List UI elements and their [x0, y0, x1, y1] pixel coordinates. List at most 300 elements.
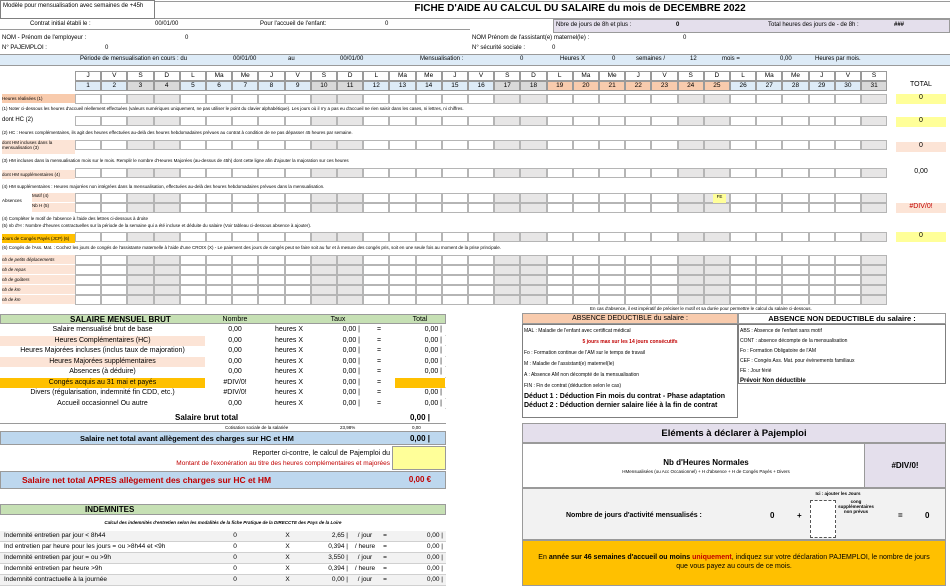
day-cell[interactable]: [730, 203, 756, 213]
day-cell[interactable]: [678, 193, 704, 203]
day-cell[interactable]: [573, 193, 599, 203]
day-cell[interactable]: [468, 255, 494, 265]
day-cell[interactable]: [625, 232, 651, 242]
day-cell[interactable]: [861, 255, 887, 265]
day-cell[interactable]: [704, 275, 730, 285]
day-cell[interactable]: [285, 203, 311, 213]
day-cell[interactable]: [756, 295, 782, 305]
day-cell[interactable]: [101, 295, 127, 305]
day-cell[interactable]: [154, 193, 180, 203]
day-cell[interactable]: [285, 232, 311, 242]
day-cell[interactable]: [835, 265, 861, 275]
day-cell[interactable]: [573, 295, 599, 305]
day-cell[interactable]: [494, 255, 520, 265]
day-cell[interactable]: [547, 275, 573, 285]
day-cell[interactable]: [573, 275, 599, 285]
day-cell[interactable]: [442, 232, 468, 242]
day-cell[interactable]: [363, 295, 389, 305]
day-cell[interactable]: [494, 168, 520, 178]
day-cell[interactable]: [809, 94, 835, 104]
day-cell[interactable]: [442, 285, 468, 295]
day-cell[interactable]: [337, 168, 363, 178]
day-cell[interactable]: [730, 275, 756, 285]
day-cell[interactable]: [599, 232, 625, 242]
day-cell[interactable]: [599, 255, 625, 265]
day-cell[interactable]: [730, 168, 756, 178]
day-cell[interactable]: [494, 203, 520, 213]
day-cell[interactable]: [311, 232, 337, 242]
day-cell[interactable]: [520, 285, 546, 295]
day-cell[interactable]: [704, 295, 730, 305]
day-cell[interactable]: [835, 285, 861, 295]
day-cell[interactable]: [154, 140, 180, 150]
semaines-value[interactable]: 12: [690, 56, 697, 62]
day-cell[interactable]: [363, 285, 389, 295]
exoneration-input[interactable]: [392, 446, 446, 470]
day-cell[interactable]: [468, 94, 494, 104]
day-cell[interactable]: [809, 116, 835, 126]
day-cell[interactable]: [75, 116, 101, 126]
day-cell[interactable]: [678, 116, 704, 126]
day-cell[interactable]: [547, 193, 573, 203]
day-cell[interactable]: [389, 203, 415, 213]
day-cell[interactable]: [75, 255, 101, 265]
day-cell[interactable]: [861, 94, 887, 104]
day-cell[interactable]: [835, 275, 861, 285]
day-cell[interactable]: [206, 275, 232, 285]
day-cell[interactable]: [75, 140, 101, 150]
day-cell[interactable]: [573, 203, 599, 213]
day-cell[interactable]: [389, 295, 415, 305]
day-cell[interactable]: [809, 193, 835, 203]
day-cell[interactable]: [494, 275, 520, 285]
day-cell[interactable]: [337, 232, 363, 242]
day-cell[interactable]: [363, 265, 389, 275]
day-cell[interactable]: [573, 116, 599, 126]
day-cell[interactable]: [206, 255, 232, 265]
day-cell[interactable]: [389, 168, 415, 178]
day-cell[interactable]: [782, 285, 808, 295]
day-cell[interactable]: [547, 203, 573, 213]
day-cell[interactable]: [389, 255, 415, 265]
day-cell[interactable]: [625, 255, 651, 265]
day-cell[interactable]: [75, 295, 101, 305]
day-cell[interactable]: [337, 193, 363, 203]
nom-assistant-value[interactable]: 0: [683, 35, 687, 41]
day-cell[interactable]: [154, 255, 180, 265]
day-cell[interactable]: [101, 193, 127, 203]
day-cell[interactable]: [154, 275, 180, 285]
day-cell[interactable]: [809, 203, 835, 213]
day-cell[interactable]: [101, 168, 127, 178]
day-cell[interactable]: [363, 193, 389, 203]
day-cell[interactable]: [520, 232, 546, 242]
day-cell[interactable]: [285, 265, 311, 275]
day-cell[interactable]: [232, 140, 258, 150]
day-cell[interactable]: [651, 168, 677, 178]
day-cell[interactable]: [599, 265, 625, 275]
day-cell[interactable]: [127, 295, 153, 305]
day-cell[interactable]: [206, 193, 232, 203]
day-cell[interactable]: [573, 285, 599, 295]
day-cell[interactable]: [232, 203, 258, 213]
day-cell[interactable]: [520, 255, 546, 265]
day-cell[interactable]: [520, 265, 546, 275]
day-cell[interactable]: [180, 255, 206, 265]
day-cell[interactable]: [154, 94, 180, 104]
day-cell[interactable]: [363, 275, 389, 285]
day-cell[interactable]: [625, 295, 651, 305]
day-cell[interactable]: [389, 193, 415, 203]
day-cell[interactable]: [861, 232, 887, 242]
day-cell[interactable]: [599, 140, 625, 150]
day-cell[interactable]: [206, 168, 232, 178]
day-cell[interactable]: [127, 140, 153, 150]
day-cell[interactable]: [180, 275, 206, 285]
day-cell[interactable]: [337, 94, 363, 104]
day-cell[interactable]: [416, 255, 442, 265]
day-cell[interactable]: [494, 285, 520, 295]
day-cell[interactable]: [258, 295, 284, 305]
day-cell[interactable]: [363, 140, 389, 150]
day-cell[interactable]: [599, 94, 625, 104]
day-cell[interactable]: [730, 255, 756, 265]
day-cell[interactable]: [625, 203, 651, 213]
day-cell[interactable]: [782, 203, 808, 213]
day-cell[interactable]: [730, 94, 756, 104]
day-cell[interactable]: [625, 140, 651, 150]
day-cell[interactable]: [180, 203, 206, 213]
jours-supp-input[interactable]: [810, 500, 836, 538]
day-cell[interactable]: [232, 285, 258, 295]
day-cell[interactable]: [861, 140, 887, 150]
day-cell[interactable]: [127, 285, 153, 295]
day-cell[interactable]: [547, 94, 573, 104]
day-cell[interactable]: [782, 140, 808, 150]
day-cell[interactable]: [547, 168, 573, 178]
day-cell[interactable]: [311, 116, 337, 126]
day-cell[interactable]: [468, 140, 494, 150]
day-cell[interactable]: [651, 140, 677, 150]
day-cell[interactable]: [651, 193, 677, 203]
day-cell[interactable]: [730, 285, 756, 295]
day-cell[interactable]: [232, 232, 258, 242]
day-cell[interactable]: [232, 265, 258, 275]
day-cell[interactable]: [494, 140, 520, 150]
day-cell[interactable]: [127, 168, 153, 178]
day-cell[interactable]: [416, 193, 442, 203]
day-cell[interactable]: [337, 140, 363, 150]
day-cell[interactable]: [101, 285, 127, 295]
day-cell[interactable]: [206, 295, 232, 305]
day-cell[interactable]: [311, 140, 337, 150]
day-cell[interactable]: [835, 193, 861, 203]
day-cell[interactable]: [520, 275, 546, 285]
day-cell[interactable]: [180, 193, 206, 203]
day-cell[interactable]: [520, 116, 546, 126]
day-cell[interactable]: [206, 232, 232, 242]
day-cell[interactable]: [756, 255, 782, 265]
day-cell[interactable]: [704, 140, 730, 150]
day-cell[interactable]: [678, 140, 704, 150]
day-cell[interactable]: [704, 285, 730, 295]
day-cell[interactable]: [285, 116, 311, 126]
day-cell[interactable]: [599, 193, 625, 203]
day-cell[interactable]: [232, 116, 258, 126]
day-cell[interactable]: [258, 140, 284, 150]
day-cell[interactable]: [285, 140, 311, 150]
day-cell[interactable]: [363, 255, 389, 265]
day-cell[interactable]: [285, 275, 311, 285]
day-cell[interactable]: [416, 203, 442, 213]
day-cell[interactable]: [678, 203, 704, 213]
day-cell[interactable]: [180, 295, 206, 305]
day-cell[interactable]: [782, 116, 808, 126]
day-cell[interactable]: [101, 265, 127, 275]
day-cell[interactable]: [625, 265, 651, 275]
day-cell[interactable]: [625, 193, 651, 203]
day-cell[interactable]: [468, 203, 494, 213]
day-cell[interactable]: [494, 116, 520, 126]
day-cell[interactable]: [206, 265, 232, 275]
day-cell[interactable]: [651, 203, 677, 213]
day-cell[interactable]: [442, 255, 468, 265]
day-cell[interactable]: [678, 94, 704, 104]
day-cell[interactable]: [573, 94, 599, 104]
day-cell[interactable]: [206, 94, 232, 104]
day-cell[interactable]: [258, 116, 284, 126]
nom-employeur-value[interactable]: 0: [185, 35, 189, 41]
day-cell[interactable]: [599, 275, 625, 285]
day-cell[interactable]: [442, 295, 468, 305]
day-cell[interactable]: [311, 285, 337, 295]
day-cell[interactable]: [730, 116, 756, 126]
day-cell[interactable]: [573, 232, 599, 242]
day-cell[interactable]: [285, 193, 311, 203]
day-cell[interactable]: [311, 265, 337, 275]
day-cell[interactable]: [756, 94, 782, 104]
day-cell[interactable]: [442, 193, 468, 203]
day-cell[interactable]: [704, 255, 730, 265]
day-cell[interactable]: [180, 94, 206, 104]
day-cell[interactable]: [835, 295, 861, 305]
day-cell[interactable]: [651, 116, 677, 126]
secu-value[interactable]: 0: [552, 45, 556, 51]
day-cell[interactable]: [154, 265, 180, 275]
day-cell[interactable]: [704, 265, 730, 275]
day-cell[interactable]: [101, 232, 127, 242]
day-cell[interactable]: [337, 295, 363, 305]
day-cell[interactable]: [704, 94, 730, 104]
contrat-value[interactable]: 00/01/00: [155, 21, 179, 27]
day-cell[interactable]: [835, 94, 861, 104]
day-cell[interactable]: [258, 203, 284, 213]
day-cell[interactable]: [101, 94, 127, 104]
day-cell[interactable]: [678, 275, 704, 285]
day-cell[interactable]: [861, 116, 887, 126]
day-cell[interactable]: [547, 232, 573, 242]
day-cell[interactable]: [547, 140, 573, 150]
day-cell[interactable]: [835, 116, 861, 126]
day-cell[interactable]: [782, 193, 808, 203]
day-cell[interactable]: [75, 285, 101, 295]
day-cell[interactable]: [468, 265, 494, 275]
day-cell[interactable]: [835, 255, 861, 265]
day-cell[interactable]: [678, 295, 704, 305]
day-cell[interactable]: [547, 295, 573, 305]
day-cell[interactable]: [809, 168, 835, 178]
day-cell[interactable]: [809, 265, 835, 275]
day-cell[interactable]: [389, 285, 415, 295]
day-cell[interactable]: [258, 265, 284, 275]
day-cell[interactable]: [494, 94, 520, 104]
day-cell[interactable]: [232, 275, 258, 285]
day-cell[interactable]: [678, 168, 704, 178]
day-cell[interactable]: [782, 295, 808, 305]
day-cell[interactable]: [599, 168, 625, 178]
day-cell[interactable]: [861, 168, 887, 178]
day-cell[interactable]: [835, 203, 861, 213]
day-cell[interactable]: [101, 116, 127, 126]
day-cell[interactable]: [337, 116, 363, 126]
day-cell[interactable]: [625, 285, 651, 295]
day-cell[interactable]: [730, 265, 756, 275]
day-cell[interactable]: [258, 193, 284, 203]
day-cell[interactable]: [416, 94, 442, 104]
day-cell[interactable]: [573, 265, 599, 275]
day-cell[interactable]: [389, 275, 415, 285]
day-cell[interactable]: [468, 116, 494, 126]
day-cell[interactable]: [442, 140, 468, 150]
day-cell[interactable]: [547, 255, 573, 265]
day-cell[interactable]: [232, 193, 258, 203]
day-cell[interactable]: [363, 94, 389, 104]
day-cell[interactable]: [442, 203, 468, 213]
day-cell[interactable]: [494, 295, 520, 305]
day-cell[interactable]: [547, 285, 573, 295]
day-cell[interactable]: [756, 203, 782, 213]
day-cell[interactable]: [101, 275, 127, 285]
day-cell[interactable]: [809, 295, 835, 305]
day-cell[interactable]: [416, 265, 442, 275]
day-cell[interactable]: [127, 203, 153, 213]
day-cell[interactable]: [258, 168, 284, 178]
day-cell[interactable]: [625, 168, 651, 178]
day-cell[interactable]: [154, 295, 180, 305]
day-cell[interactable]: [494, 232, 520, 242]
day-cell[interactable]: [232, 168, 258, 178]
pajemploi-value[interactable]: 0: [105, 45, 109, 51]
day-cell[interactable]: [180, 140, 206, 150]
day-cell[interactable]: [468, 168, 494, 178]
day-cell[interactable]: [154, 168, 180, 178]
day-cell[interactable]: [442, 168, 468, 178]
day-cell[interactable]: [809, 275, 835, 285]
day-cell[interactable]: [651, 275, 677, 285]
day-cell[interactable]: [625, 275, 651, 285]
day-cell[interactable]: [573, 168, 599, 178]
periode-au[interactable]: 00/01/00: [340, 56, 364, 62]
day-cell[interactable]: [389, 232, 415, 242]
day-cell[interactable]: [625, 116, 651, 126]
day-cell[interactable]: [337, 265, 363, 275]
day-cell[interactable]: [389, 94, 415, 104]
day-cell[interactable]: [416, 232, 442, 242]
day-cell[interactable]: [730, 140, 756, 150]
day-cell[interactable]: [285, 255, 311, 265]
day-cell[interactable]: [311, 94, 337, 104]
day-cell[interactable]: [389, 140, 415, 150]
day-cell[interactable]: [285, 168, 311, 178]
day-cell[interactable]: [651, 232, 677, 242]
day-cell[interactable]: [756, 193, 782, 203]
day-cell[interactable]: [861, 193, 887, 203]
day-cell[interactable]: [756, 168, 782, 178]
day-cell[interactable]: [547, 265, 573, 275]
day-cell[interactable]: [861, 285, 887, 295]
day-cell[interactable]: [494, 265, 520, 275]
day-cell[interactable]: [75, 232, 101, 242]
day-cell[interactable]: [468, 275, 494, 285]
day-cell[interactable]: [101, 255, 127, 265]
day-cell[interactable]: [704, 203, 730, 213]
day-cell[interactable]: [651, 295, 677, 305]
day-cell[interactable]: [206, 116, 232, 126]
day-cell[interactable]: [678, 232, 704, 242]
day-cell[interactable]: [861, 275, 887, 285]
day-cell[interactable]: [756, 285, 782, 295]
day-cell[interactable]: [258, 94, 284, 104]
day-cell[interactable]: [75, 193, 101, 203]
day-cell[interactable]: [180, 168, 206, 178]
day-cell[interactable]: [75, 203, 101, 213]
day-cell[interactable]: [809, 232, 835, 242]
day-cell[interactable]: [809, 255, 835, 265]
day-cell[interactable]: [363, 203, 389, 213]
day-cell[interactable]: [809, 140, 835, 150]
day-cell[interactable]: [782, 265, 808, 275]
day-cell[interactable]: [625, 94, 651, 104]
day-cell[interactable]: [520, 193, 546, 203]
day-cell[interactable]: [285, 94, 311, 104]
day-cell[interactable]: [75, 94, 101, 104]
day-cell[interactable]: [678, 265, 704, 275]
day-cell[interactable]: [311, 203, 337, 213]
day-cell[interactable]: [337, 285, 363, 295]
day-cell[interactable]: [75, 265, 101, 275]
day-cell[interactable]: [127, 255, 153, 265]
day-cell[interactable]: [311, 193, 337, 203]
day-cell[interactable]: [835, 232, 861, 242]
day-cell[interactable]: [232, 94, 258, 104]
day-cell[interactable]: [442, 275, 468, 285]
day-cell[interactable]: [180, 116, 206, 126]
day-cell[interactable]: [520, 140, 546, 150]
day-cell[interactable]: [651, 255, 677, 265]
day-cell[interactable]: [442, 94, 468, 104]
day-cell[interactable]: [651, 94, 677, 104]
day-cell[interactable]: [861, 295, 887, 305]
accueil-value[interactable]: 0: [385, 21, 389, 27]
day-cell[interactable]: [599, 203, 625, 213]
day-cell[interactable]: [416, 116, 442, 126]
day-cell[interactable]: [154, 285, 180, 295]
day-cell[interactable]: [127, 265, 153, 275]
day-cell[interactable]: [782, 232, 808, 242]
day-cell[interactable]: [154, 232, 180, 242]
day-cell[interactable]: [756, 116, 782, 126]
day-cell[interactable]: [232, 295, 258, 305]
